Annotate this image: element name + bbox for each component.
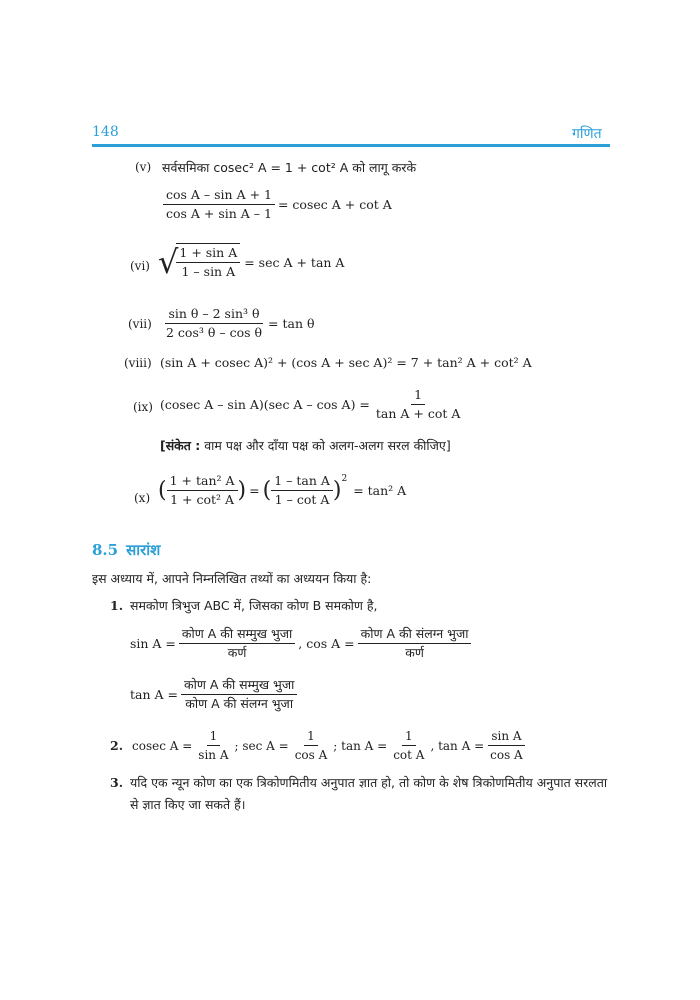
section-title: सारांश: [126, 541, 161, 559]
sin-numerator: कोण A की सम्मुख भुजा: [179, 625, 295, 644]
exercise-label-ix: (ix): [133, 400, 153, 414]
exercise-x-exponent: 2: [341, 474, 348, 484]
exercise-vii-numerator: sin θ – 2 sin³ θ: [165, 305, 262, 324]
exercise-label-x: (x): [134, 491, 151, 505]
tan-cot-numerator: 1: [402, 727, 416, 746]
exercise-vi-denominator: 1 – sin A: [181, 264, 236, 279]
exercise-x-fraction-1: [167, 472, 238, 509]
exercise-vi-fraction: [176, 244, 240, 281]
exercise-v-fraction: [163, 186, 275, 223]
exercise-x-denominator-1: 1 + cot² A: [170, 492, 235, 507]
exercise-ix-lhs: (cosec A – sin A)(sec A – cos A) =: [160, 397, 370, 412]
exercise-ix-numerator: 1: [411, 386, 425, 405]
exercise-vi-sqrt: [158, 243, 240, 281]
summary-item-1-marker: 1.: [110, 598, 124, 613]
exercise-label-viii: (viii): [124, 356, 152, 370]
hint-label: [संकेत :: [160, 438, 201, 453]
sin-fraction: [179, 625, 295, 662]
sin-lhs: sin A =: [130, 636, 176, 651]
summary-item-3-marker: 3.: [110, 775, 124, 790]
exercise-vi-rhs: = sec A + tan A: [244, 254, 345, 270]
reciprocal-identities: [132, 727, 529, 764]
tan-sincos-denominator: cos A: [490, 748, 523, 762]
exercise-label-vi: (vi): [130, 259, 150, 273]
cosec-fraction: [195, 727, 231, 764]
cos-fraction: [358, 625, 472, 662]
radical-sign-icon: √: [158, 243, 179, 281]
exercise-ix-equation: [160, 386, 466, 423]
tan-definition: [130, 676, 300, 713]
exercise-vii-denominator: 2 cos³ θ – cos θ: [166, 325, 263, 340]
exercise-x-numerator-2: 1 – tan A: [271, 472, 333, 491]
cos-lhs: , cos A =: [298, 636, 355, 651]
summary-intro: इस अध्याय में, आपने निम्नलिखित तथ्यों का अध्ययन किया है:: [92, 571, 372, 586]
exercise-v-denominator: cos A + sin A – 1: [166, 206, 272, 221]
left-paren: (: [158, 478, 167, 503]
tan-numerator: कोण A की सम्मुख भुजा: [181, 676, 297, 695]
exercise-vi-numerator: 1 + sin A: [176, 244, 240, 263]
cosec-numerator: 1: [207, 727, 221, 746]
right-paren: ): [237, 478, 247, 503]
cosec-lhs: cosec A =: [132, 738, 193, 753]
sin-denominator: कर्ण: [227, 645, 247, 660]
sec-fraction: [292, 727, 331, 764]
exercise-label-v: (v): [135, 160, 152, 174]
exercise-x-rhs: = tan² A: [353, 483, 407, 498]
summary-item-1-text: समकोण त्रिभुज ABC में, जिसका कोण B समकोण है,: [130, 598, 378, 613]
section-number: 8.5: [92, 541, 119, 559]
tan-fraction: [181, 676, 297, 713]
exercise-hint: [160, 437, 451, 454]
cosec-denominator: sin A: [198, 748, 229, 762]
hint-text: वाम पक्ष और दाँया पक्ष को अलग-अलग सरल कीजिए]: [204, 438, 451, 453]
sec-lhs: ; sec A =: [234, 738, 289, 753]
exercise-ix-fraction: [373, 386, 464, 423]
page-title: गणित: [572, 126, 602, 142]
exercise-viii-equation: (sin A + cosec A)² + (cos A + sec A)² = 7 + tan² A + cot² A: [160, 355, 532, 370]
tan-sincos-lhs: , tan A =: [430, 738, 485, 753]
header-rule: [92, 144, 610, 147]
sin-cos-definitions: [130, 625, 474, 662]
tan-cot-fraction: [390, 727, 427, 764]
tan-cot-denominator: cot A: [393, 748, 425, 762]
section-heading: [92, 540, 160, 560]
tan-cot-lhs: ; tan A =: [333, 738, 388, 753]
tan-lhs: tan A =: [130, 687, 178, 702]
exercise-v-numerator: cos A – sin A + 1: [163, 186, 275, 205]
exercise-ix-denominator: tan A + cot A: [375, 406, 461, 421]
summary-item-3-text: यदि एक न्यून कोण का एक त्रिकोणमितीय अनुपात ज्ञात हो, तो कोण के शेष त्रिकोणमितीय अनुपात सरलता से ज्ञात किए जा सकते हैं।: [130, 775, 608, 812]
exercise-x-fraction-2: [271, 472, 333, 509]
tan-sincos-fraction: [487, 727, 526, 764]
exercise-label-vii: (vii): [128, 317, 152, 331]
right-paren: ): [332, 478, 342, 503]
exercise-vii-rhs: = tan θ: [268, 316, 315, 331]
tan-sincos-numerator: sin A: [488, 727, 524, 746]
exercise-v-rhs: = cosec A + cot A: [277, 197, 392, 212]
exercise-x-numerator-1: 1 + tan² A: [167, 472, 238, 491]
cos-denominator: कर्ण: [405, 645, 424, 660]
summary-item-2-marker: 2.: [110, 738, 124, 753]
exercise-vi-equation: [158, 243, 344, 281]
sec-numerator: 1: [304, 727, 318, 746]
exercise-x-equation: [158, 472, 406, 509]
page-number: 148: [92, 124, 119, 140]
tan-denominator: कोण A की संलग्न भुजा: [185, 696, 294, 711]
left-paren: (: [262, 478, 272, 503]
exercise-vii-equation: [160, 305, 315, 342]
exercise-x-denominator-2: 1 – cot A: [274, 492, 330, 507]
exercise-v-intro: सर्वसमिका cosec² A = 1 + cot² A को लागू करके: [162, 160, 417, 175]
exercise-x-equals: =: [249, 483, 260, 498]
sec-denominator: cos A: [294, 748, 328, 762]
cos-numerator: कोण A की संलग्न भुजा: [358, 625, 472, 644]
exercise-vii-fraction: [163, 305, 265, 342]
exercise-v-equation: [160, 186, 392, 223]
